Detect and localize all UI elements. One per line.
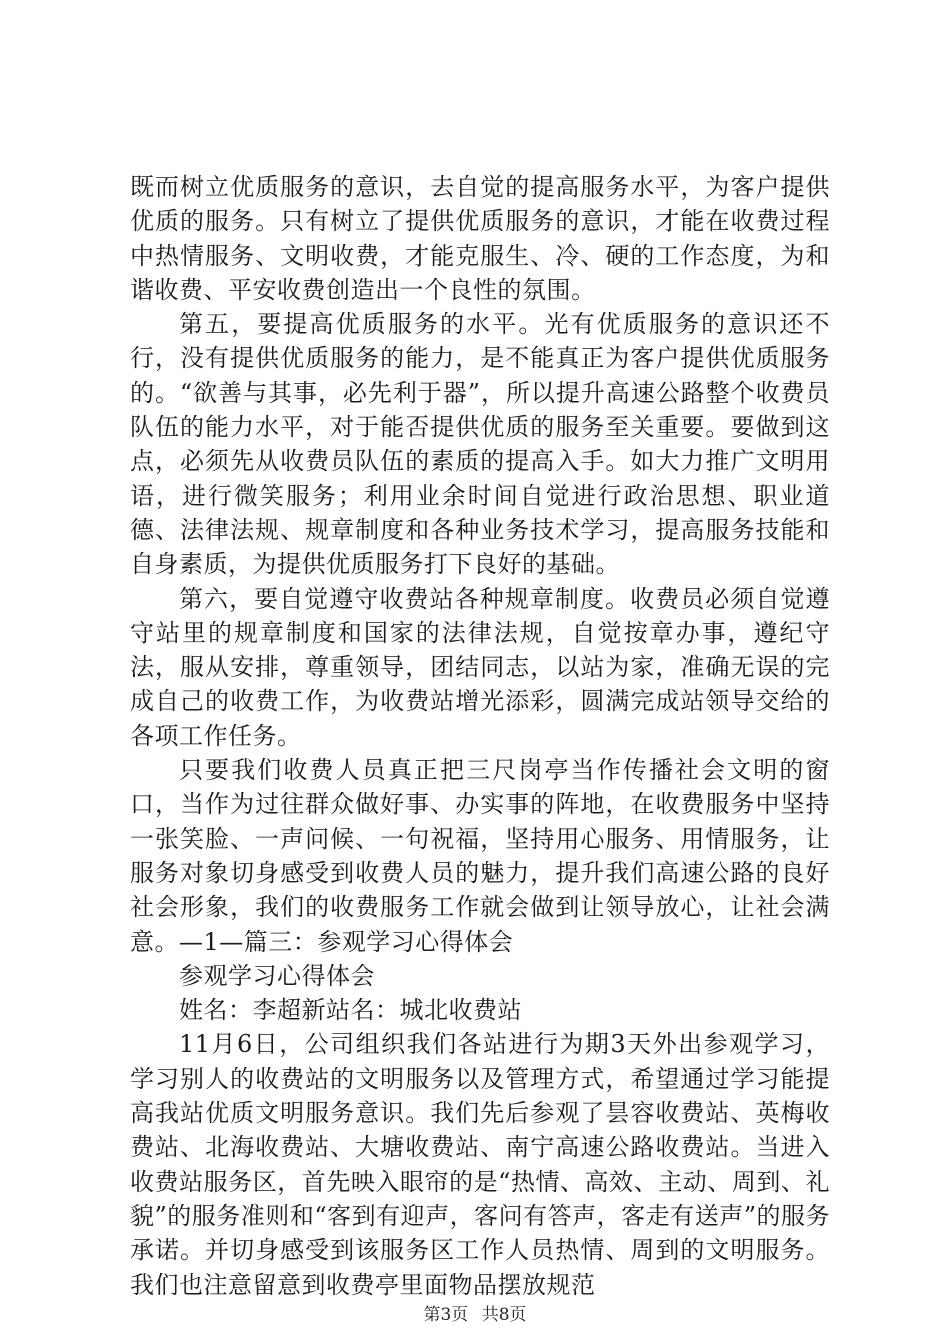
paragraph-2: 第五，要提高优质服务的水平。光有优质服务的意识还不行，没有提供优质服务的能力，是不能真正为客户提供优质服务的。“欲善与其事，必先利于器”，所以提升高速公路整个收费员队伍的能力水平，对于能否提供优质的服务至关重要。要做到这点，必须先从收费员队伍的素质的提高入手。如大力推广文明用语，进行微笑服务；利用业余时间自觉进行政治思想、职业道德、法律法规、规章制度和各种业务技术学习，提高服务技能和自身素质，为提供优质服务打下良好的基础。 [130,310,830,579]
author-line: 姓名：李超新站名：城北收费站 [179,996,522,1025]
paragraph-5: 11月6日，公司组织我们各站进行为期3天外出参观学习，学习别人的收费站的文明服务以及管理方式，希望通过学习能提高我站优质文明服务意识。我们先后参观了昙容收费站、英梅收费站、北海收费站、大塘收费站、南宁高速公路收费站。当进入收费站服务区，首先映入眼帘的是“热情、高效、主动、周到、礼貌”的服务准则和“客到有迎声，客问有答声，客走有送声”的服务承诺。并切身感受到该服务区工作人员热情、周到的文明服务。我们也注意留意到收费亭里面物品摆放规范 [130,1030,830,1299]
paragraph-3: 第六，要自觉遵守收费站各种规章制度。收费员必须自觉遵守站里的规章制度和国家的法律法规，自觉按章办事，遵纪守法，服从安排，尊重领导，团结同志，以站为家，准确无误的完成自己的收费工作，为收费站增光添彩，圆满完成站领导交给的各项工作任务。 [130,584,830,750]
page-footer [0,1305,950,1325]
page-number: 第3页 [423,1305,469,1325]
page-total: 共8页 [481,1305,527,1325]
section-title: 参观学习心得体会 [179,961,375,990]
paragraph-4: 只要我们收费人员真正把三尺岗亭当作传播社会文明的窗口，当作为过往群众做好事、办实事的阵地，在收费服务中坚持一张笑脸、一声问候、一句祝福，坚持用心服务、用情服务，让服务对象切身感受到收费人员的魅力，提升我们高速公路的良好社会形象，我们的收费服务工作就会做到让领导放心，让社会满意。—1—篇三：参观学习心得体会 [130,756,830,956]
paragraph-1: 既而树立优质服务的意识，去自觉的提高服务水平，为客户提供优质的服务。只有树立了提供优质服务的意识，才能在收费过程中热情服务、文明收费，才能克服生、冷、硬的工作态度，为和谐收费、平安收费创造出一个良性的氛围。 [130,173,830,304]
document-body [130,170,830,1302]
